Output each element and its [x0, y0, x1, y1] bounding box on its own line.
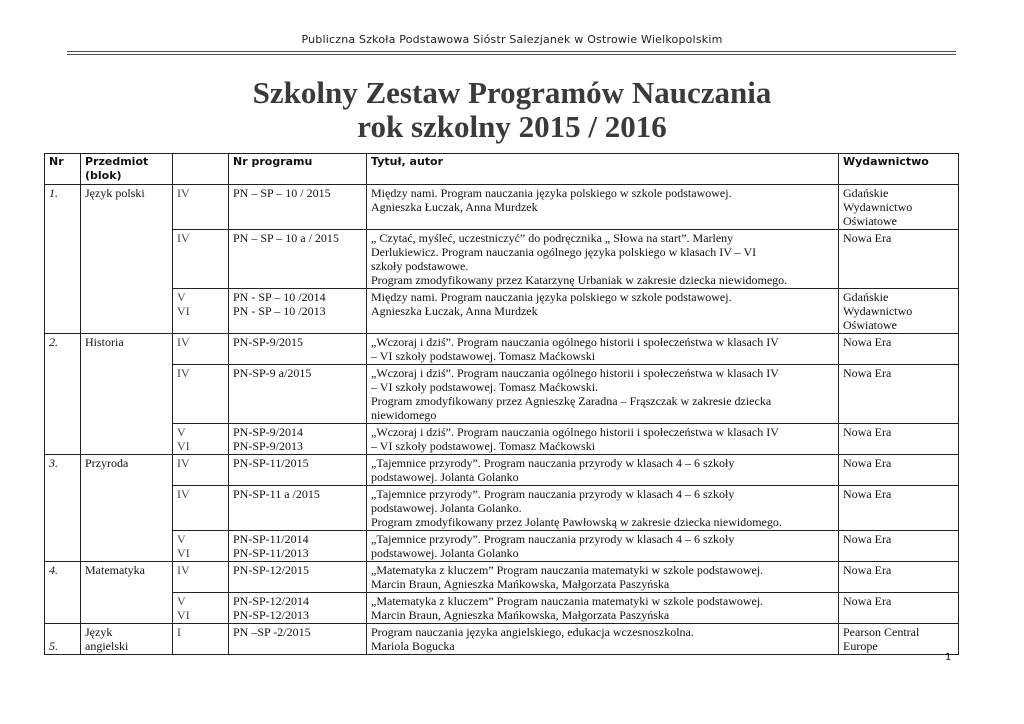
program-number-cell: PN - SP – 10 /2014 PN - SP – 10 /2013 — [229, 289, 367, 334]
document-subtitle: rok szkolny 2015 / 2016 — [357, 109, 667, 144]
title-author-cell: „Tajemnice przyrody”. Program nauczania przyrody w klasach 4 – 6 szkoły podstawowej. Jolanta Golanko — [367, 531, 839, 562]
title-author-cell: „Matematyka z kluczem” Program nauczania matematyki w szkole podstawowej. Marcin Braun, Agnieszka Mańkowska, Małgorzata Paszyńska — [367, 593, 839, 624]
title-author-cell: „Wczoraj i dziś”. Program nauczania ogólnego historii i społeczeństwa w klasach IV – VI szkoły podstawowej. Tomasz Maćkowski — [367, 424, 839, 455]
col-header-subject: Przedmiot (blok) — [81, 154, 173, 185]
publisher-cell: Nowa Era — [839, 230, 959, 289]
page-header: Publiczna Szkoła Podstawowa Sióstr Salezjanek w Ostrowie Wielkopolskim — [301, 33, 723, 46]
title-author-cell: Między nami. Program nauczania języka polskiego w szkole podstawowej. Agnieszka Łuczak, Anna Murdzek — [367, 185, 839, 230]
title-author-cell: „ Czytać, myśleć, uczestniczyć” do podręcznika „ Słowa na start”. Marleny Derlukiewicz. Program nauczania ogólnego języka polskiego w klasach IV – VI szkoły podstawowe. Program zmodyfikowany przez Katarzynę Urbaniak w zakresie dziecka niewidomego. — [367, 230, 839, 289]
class-cell: IV — [173, 486, 229, 531]
program-number-cell: PN-SP-11/2014 PN-SP-11/2013 — [229, 531, 367, 562]
publisher-cell: Nowa Era — [839, 455, 959, 486]
class-cell: IV — [173, 455, 229, 486]
col-header-class — [173, 154, 229, 185]
class-cell: IV — [173, 334, 229, 365]
class-cell: IV — [173, 230, 229, 289]
title-author-cell: „Wczoraj i dziś”. Program nauczania ogólnego historii i społeczeństwa w klasach IV – VI szkoły podstawowej. Tomasz Maćkowski. Program zmodyfikowany przez Agnieszkę Zaradna – Frąszczak w zakresie dziecka niewidomego — [367, 365, 839, 424]
publisher-cell: Nowa Era — [839, 562, 959, 593]
publisher-cell: Nowa Era — [839, 365, 959, 424]
table-row — [45, 230, 959, 289]
class-cell: IV — [173, 365, 229, 424]
publisher-cell: Nowa Era — [839, 531, 959, 562]
publisher-cell: Nowa Era — [839, 334, 959, 365]
col-header-publisher: Wydawnictwo — [839, 154, 959, 185]
col-header-nr: Nr — [45, 154, 81, 185]
subject-cell: Język angielski — [81, 624, 173, 655]
publisher-cell: Gdańskie Wydawnictwo Oświatowe — [839, 289, 959, 334]
curriculum-table — [44, 153, 959, 655]
row-number: 5. — [45, 624, 81, 655]
program-number-cell: PN-SP-12/2014 PN-SP-12/2013 — [229, 593, 367, 624]
table-row — [45, 185, 959, 230]
table-row — [45, 593, 959, 624]
header-rule-top — [67, 51, 956, 52]
class-cell: V VI — [173, 424, 229, 455]
program-number-cell: PN-SP-9/2014 PN-SP-9/2013 — [229, 424, 367, 455]
title-author-cell: Między nami. Program nauczania języka polskiego w szkole podstawowej. Agnieszka Łuczak, Anna Murdzek — [367, 289, 839, 334]
table-row — [45, 334, 959, 365]
title-author-cell: „Tajemnice przyrody”. Program nauczania przyrody w klasach 4 – 6 szkoły podstawowej. Jolanta Golanko — [367, 455, 839, 486]
table-row — [45, 531, 959, 562]
program-number-cell: PN-SP-9 a/2015 — [229, 365, 367, 424]
class-cell: IV — [173, 562, 229, 593]
class-cell: IV — [173, 185, 229, 230]
table-row — [45, 562, 959, 593]
row-number: 4. — [45, 562, 81, 624]
class-cell: V VI — [173, 289, 229, 334]
program-number-cell: PN – SP – 10 / 2015 — [229, 185, 367, 230]
title-author-cell: „Tajemnice przyrody”. Program nauczania przyrody w klasach 4 – 6 szkoły podstawowej. Jolanta Golanko. Program zmodyfikowany przez Jolantę Pawłowską w zakresie dziecka niewidomego. — [367, 486, 839, 531]
header-rule-bottom — [67, 54, 956, 55]
table-row — [45, 424, 959, 455]
table-row — [45, 624, 959, 655]
program-number-cell: PN – SP – 10 a / 2015 — [229, 230, 367, 289]
table-row — [45, 455, 959, 486]
row-number: 2. — [45, 334, 81, 455]
publisher-cell: Nowa Era — [839, 486, 959, 531]
subject-cell: Matematyka — [81, 562, 173, 624]
col-header-program-no: Nr programu — [229, 154, 367, 185]
table-row — [45, 486, 959, 531]
class-cell: V VI — [173, 593, 229, 624]
subject-cell: Historia — [81, 334, 173, 455]
table-header-row — [45, 154, 959, 185]
document-title: Szkolny Zestaw Programów Nauczania — [252, 75, 772, 110]
class-cell: V VI — [173, 531, 229, 562]
title-author-cell: „Matematyka z kluczem” Program nauczania matematyki w szkole podstawowej. Marcin Braun, Agnieszka Mańkowska, Małgorzata Paszyńska — [367, 562, 839, 593]
program-number-cell: PN –SP -2/2015 — [229, 624, 367, 655]
row-number: 1. — [45, 185, 81, 334]
publisher-cell: Nowa Era — [839, 424, 959, 455]
row-number: 3. — [45, 455, 81, 562]
publisher-cell: Gdańskie Wydawnictwo Oświatowe — [839, 185, 959, 230]
publisher-cell: Pearson Central Europe — [839, 624, 959, 655]
publisher-cell: Nowa Era — [839, 593, 959, 624]
col-header-title-author: Tytuł, autor — [367, 154, 839, 185]
table-row — [45, 365, 959, 424]
class-cell: I — [173, 624, 229, 655]
page-number: 1 — [945, 652, 952, 663]
program-number-cell: PN-SP-12/2015 — [229, 562, 367, 593]
title-author-cell: „Wczoraj i dziś”. Program nauczania ogólnego historii i społeczeństwa w klasach IV – VI szkoły podstawowej. Tomasz Maćkowski — [367, 334, 839, 365]
table-body — [45, 185, 959, 655]
subject-cell: Przyroda — [81, 455, 173, 562]
program-number-cell: PN-SP-11/2015 — [229, 455, 367, 486]
program-number-cell: PN-SP-11 a /2015 — [229, 486, 367, 531]
table-row — [45, 289, 959, 334]
subject-cell: Język polski — [81, 185, 173, 334]
title-author-cell: Program nauczania języka angielskiego, edukacja wczesnoszkolna. Mariola Bogucka — [367, 624, 839, 655]
program-number-cell: PN-SP-9/2015 — [229, 334, 367, 365]
